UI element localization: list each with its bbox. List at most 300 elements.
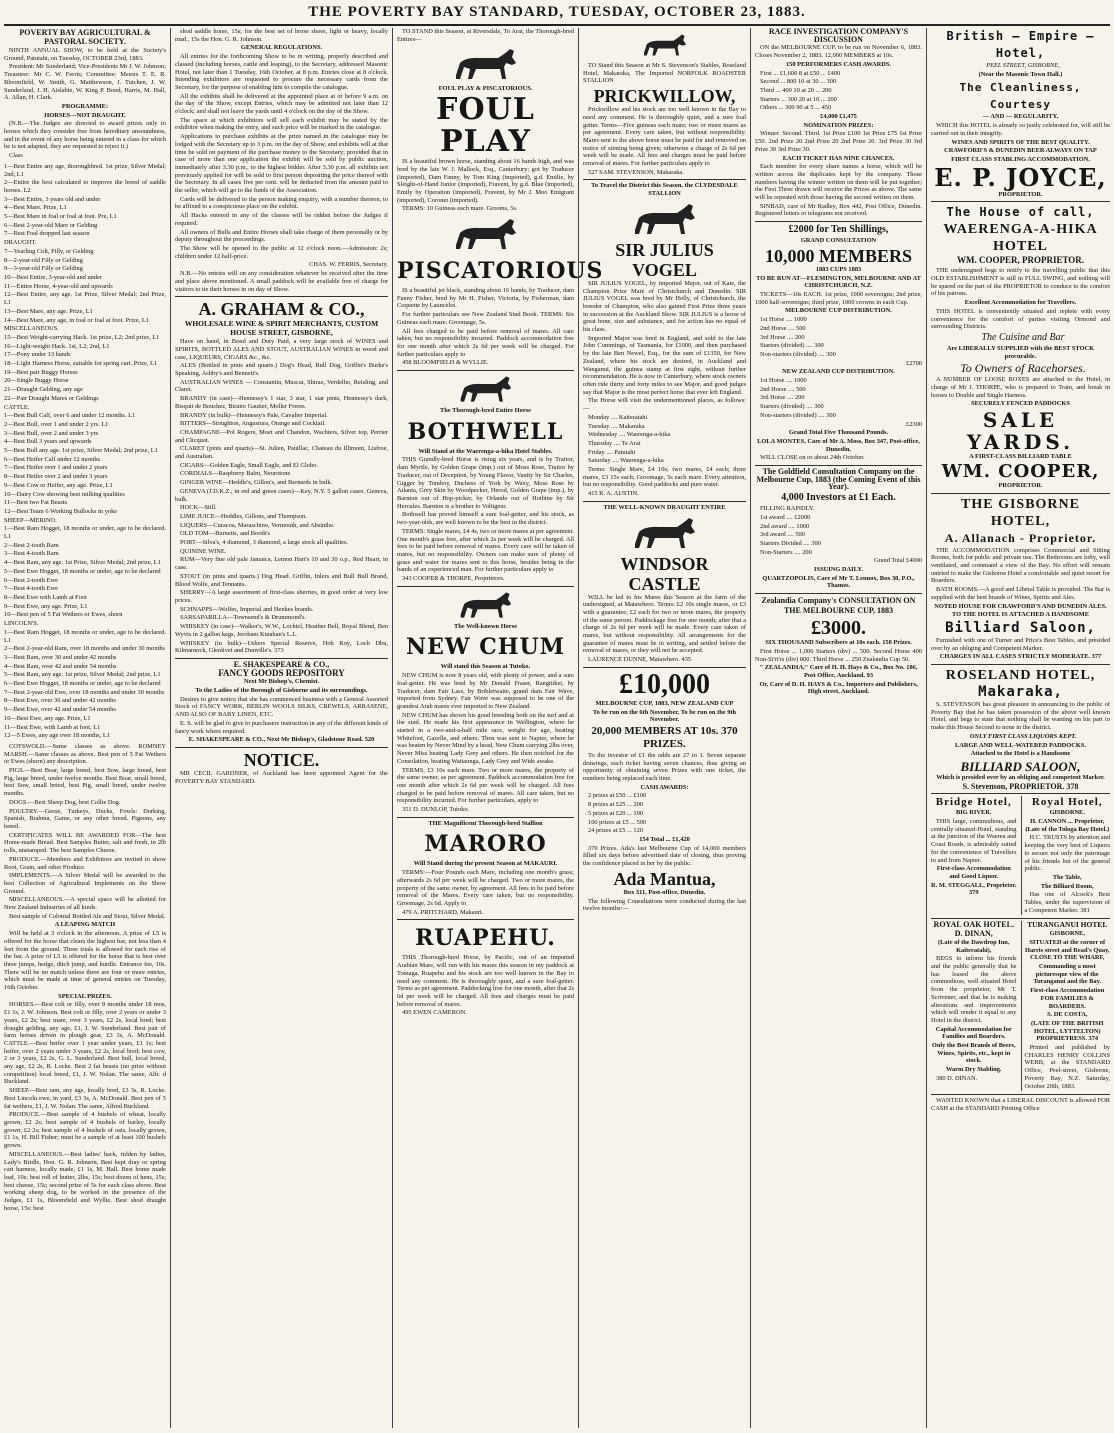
mel-distribution [755, 316, 922, 359]
billiard-saloon: Billiard Saloon, [945, 619, 1096, 636]
schedule-row: Wednesday .... Waerenga-a-hika [588, 431, 671, 439]
gc-row: Non-Starters .... 200 [760, 548, 812, 556]
convenient: THIS HOTEL is conveniently situated and replete with every convenience for the comfort of parties visiting Ormond and surrounding Districts. [931, 307, 1110, 331]
graham-intro: Have on hand, in Bond and Duty Paid, a very large stock of WINES and SPIRITS, BOTTLED ALES AND STOUT, AUSTRALIAN WINES in wood and case, LIQUEURS, CIGARS &c., &c. [175, 338, 388, 361]
show-class-entry: 3—Best Entire, 3 years old and under [4, 195, 101, 203]
wine-items-list [175, 362, 388, 655]
foul-play: FOUL PLAY [436, 92, 535, 160]
wine-item: OLD TOM—Burnetts, and Booth's [180, 530, 271, 538]
perf-heading: 150 PERFORMERS CASH AWARDS. [785, 60, 892, 68]
windsor-sign: LAURENCE DUNNE, Matawhero. 435 [588, 656, 692, 664]
bothwell-terms: TERMS: Single mares, £4 4s, two or more mares at per agreement. One month's grass free, after which 2s per week will be charged. All fees to be paid before removal of mares. Every care will be taken of mares, but no responsibility. Owners can make sure of plenty of grass and water for mares sent to this horse, besides being in the hands of an experienced man. For further particulars apply to [397, 527, 574, 574]
perf-row: Second ... 800 10 at 30 ... 300 [760, 78, 837, 86]
ada-sub: Box 311, Post-office, Dunedin. [623, 888, 706, 896]
costa-late: (LATE OF THE BRITISH HOTEL, LYTTELTON) PROPRIETRESS. 374 [1030, 1019, 1104, 1043]
divider [583, 501, 746, 502]
pisc-terms: For further particulars see New Zealand Stud Book. TERMS: Six Guineas each mare. Groomage, 5s. [397, 311, 574, 326]
column-2 [170, 28, 392, 1428]
column-3 [392, 28, 604, 1428]
show-class-entry: 15—Best Weight-carrying Hack. 1st prize, L2; 2nd prize, L1 [4, 333, 160, 341]
divider [397, 586, 574, 587]
attached2: Attached to the Hotel is a Handsome [970, 750, 1071, 758]
joyce-proprietor: PROPRIETOR. [998, 190, 1043, 198]
wine-item: HOCK—Still. [180, 504, 217, 512]
royal-hotel-ad [1021, 796, 1111, 915]
cash-row: 24 prizes at £5 ... 120 [588, 827, 644, 835]
show-class-entry: 5—Best Mare in foal or foal at foot. Pre, L1 [4, 213, 117, 221]
capital: Capital Accommodation for Families and Boarders. [935, 1025, 1012, 1041]
show-class-entry: CATTLE. [4, 403, 30, 411]
show-class-entry: 6—Best 2-year-old Mare or Gelding [4, 221, 98, 229]
mel-row: 2nd Horse .... 500 [760, 324, 806, 332]
show-class-entry: 5—Best Bull any age. 1st prize, Silver Medal; 2nd prize, L1 [4, 447, 158, 455]
royal-gisborne: GISBORNE. [1049, 809, 1085, 817]
ruapehu-body: THIS Thorough-bred Horse, by Pacific, out of an imported Arabian Mare, will run with his mares this season in my paddock at Tomaga. Ruapehu and his stock are too well known in the Bay to need any comment. He is thoroughly quiet, and a sure foal-getter. Terms as per agreement. Paddocking free for one month, after that 2s 6d per week will be charged. All fees and charges must be paid before removal of mares. [397, 954, 574, 1008]
horse-illustration [637, 30, 693, 60]
mc-head: MELBOURNE CUP, 1883, NEW ZEALAND CUP [595, 699, 734, 707]
divider [931, 1094, 1110, 1095]
mel-row: 1st Horse .... 1000 [760, 316, 807, 324]
show-class-entry: 1—Best Ram Hogget, 18 months or under, age to be declared. L1 [4, 628, 166, 644]
gisborne-hotel: THE GISBORNE HOTEL, [961, 496, 1080, 529]
sjv-body2: Imported Major was bred in England, and sold to the late John Cummings, of Tasmania, for £1000, and then purchased by the late Ben Newel, Esq., for the sum of £1350, for New Zealand, where his stock are desired, in Auckland and Wanganui, the guinea stamp at first sight, without further recommendation. He is now in Canterbury, where stock owners often ride thirty and forty miles to see Major, and good judges say that Major is the most perfect horse that ever left England. [583, 334, 746, 396]
wine-item: RUM—Very fine old pale Jamaica, Lemon Hart's 10 and 30 o.p., Red Heart, in case. [175, 556, 388, 572]
show-class-entry: 4—Best Ram, over 42 and under 54 months [4, 662, 117, 670]
regulation-item: Cards will be delivered to the person making enquiry, with a number thereon, to be affixed to a conspicuous place on the exhibit. [175, 195, 388, 211]
nz-row: 2nd Horse .... 500 [760, 385, 806, 393]
show-class-entry: 4—Best Bull 3 years and upwards [4, 438, 92, 446]
new-chum-body2: NEW CHUM has shown his good breeding both on the turf and at the stud. He made his first appearance in Wellington, where he started in a two-and-a-half mile race, weight for age, beating Whitefoot, Gazelle, and others. Then was sent to Napier, where he was beaten by Never Mind by a head, New Chum carrying 2lbs over, Never Miss beating Lady Grey and others. He then notched for the Consolation, beating Waitaunga, Lady Grey and Wide awake. [397, 711, 574, 765]
bothwell: BOTHWELL [407, 418, 564, 445]
divider [755, 593, 922, 594]
cannon: H. CANNON ... Proprietor, (Late of the Tologa Bay Hotel.) [1025, 818, 1110, 833]
show-class-entry: 6—Best 2-tooth Ewe [4, 576, 58, 584]
stabling: FIRST CLASS STABLING ACCOMMODATION. [951, 155, 1090, 163]
poultry: POULTRY.—Geese, Turkeys, Ducks, Fowls: Dorking, Spanish, Brahma, Game, or any other breed. Pigeons, any breed. [4, 807, 166, 830]
show-class-entry: 2—Best 2-year-old Ram, over 18 months and under 30 months [4, 645, 166, 653]
show-class-entry: 1—Best Entire any age, thoroughbred. 1st prize, Silver Medal; 2nd, L1 [4, 162, 166, 178]
horse-illustration [446, 215, 526, 253]
sale-yards: SALE YARDS. [966, 408, 1075, 455]
dinan: D. DINAN, [954, 929, 993, 939]
tur-situated: SITUATED at the corner of Harris street and Read's Quay, CLOSE TO THE WHARF, [1024, 938, 1110, 962]
quartzopolis: QUARTZOPOLIS, Care of Mr T. Lennox, Box 30, P.O., Thames. [762, 574, 915, 590]
big-river: BIG RIVER. [955, 809, 992, 817]
horses-heading: HORSES—NOT DRAUGHT. [44, 111, 126, 119]
gc-row: Starters Divided .... 300 [760, 539, 821, 547]
misc2: MISCELLANEOUS.—Best ladies' hack, ridden by ladies, Lady's Bridle, Hon. G. R. Johnson. Best kept dray or spring cart harness, locally made, £1 1s, M. Hall. Best home made loaf, 10s; best roll of butter, 2lbs, 15s; best dozen of hens, 15s; best cheese, 15s; second prize of 5s for each class above. Best working sheep dog, to be worked in the presence of the Judges, £1 1s, Bloomfield and Wyllie. Best shod draught horse, 15s: best [4, 1150, 166, 1212]
wine-item: PORT—Silva's, 4 diamond, 3 diamond, a large stock all qualities. [180, 539, 349, 547]
show-class-entry: 11—Entire Horse, 4-year-old and upwards [4, 282, 113, 290]
makaraka: Makaraka, [978, 684, 1063, 701]
show-class-entry: 9—Best Cow or Heifer, any age. Prize, L1 [4, 481, 113, 489]
wm-cooper-big: WM. COOPER, [941, 460, 1100, 482]
regulation-item: The Show will be opened to the public at 12 o'clock noon.—Admission: 2s; children under 12 half-price. [175, 244, 388, 260]
divider [931, 793, 1110, 794]
divider [931, 201, 1110, 202]
notice-heading: NOTICE. [243, 749, 320, 770]
clydesdale-head: To Travel the District this Season, the CLYDESDALE STALLION [591, 182, 738, 198]
show-class-entry: 8—Best Heifer over 2 and under 3 years [4, 473, 108, 481]
implements: IMPLEMENTS.—A Silver Medal will be awarded to the best Collection of Agricultural Implements on the Show Ground. [4, 872, 166, 895]
liquors: ONLY FIRST CLASS LIQUORS KEPT. [969, 732, 1077, 740]
show-class-entry: 8—Best Ewe with Lamb at Foot [4, 594, 87, 601]
stand-notice: TO STAND this Season, at Riversdale, To Arai, the Thorough-bred Entires— [397, 28, 574, 43]
cont-text: shod saddle horse, 15s; for the best set of horse shoes, light or heavy, locally mad., 15s the Hon. G. R. Johnson. [175, 28, 388, 43]
cash-heading: CASH AWARDS: [640, 783, 689, 791]
owners-racehorses: To Owners of Racehorses. [960, 361, 1086, 376]
show-class-entry: 2—Best 2-tooth Ram [4, 541, 59, 549]
new-chum-head: The Well-known Horse [453, 622, 518, 630]
mel-row: Starters (divided) .... 300 [760, 342, 824, 350]
new-chum-sub: Will stand this Season at Tutoko. [440, 663, 531, 671]
schedule-row: Thursday .... Te Arai [588, 439, 641, 447]
divider [583, 667, 746, 668]
ruapehu: RUAPEHU. [415, 925, 556, 952]
cotswold: COTSWOLD.—Same classes as above. ROMNEY MARSH.—Same classes as above. Best pen of 5 Fat Wethers or Ewes (shorn) any description. [4, 742, 166, 766]
gc-total: Grand Total £4000 [873, 557, 922, 565]
show-class-entry: 10—Best Ewe, any age. Prize, L1 [4, 714, 91, 722]
house-of-call: The House of call, [946, 205, 1095, 220]
cash-list [583, 792, 746, 835]
horse-illustration [625, 200, 705, 238]
maroro-sub: Will Stand during the present Season at MAKAURI. [413, 860, 558, 868]
nz-distribution [755, 377, 922, 420]
issuing: ISSUING DAILY. [814, 566, 863, 574]
bothwell-sign: 343 COOPER & THORPE, Proprietors. [402, 575, 505, 583]
show-class-entry: 5—Best Ewe Hogget, 18 months or under, age to be declared [4, 567, 161, 575]
show-class-entry: 12—Best Team 6 Working Bullocks in yoke [4, 507, 118, 515]
bath-rooms: BATH ROOMS.—A good and Liberal Table is provided. The Bar is supplied with the best brands of Wines, Spirits and Ales. [931, 586, 1110, 601]
members: 20,000 MEMBERS AT 10s. 370 PRIZES. [591, 724, 738, 750]
presided: Which is presided over by an obliging and competent Marker. [936, 773, 1105, 781]
wine-item: SHERRY—A large assortment of first-class sherries, in good order at very low prices. [175, 589, 388, 604]
wine-item: BRANDY (in bulk)—Hennessy's Pale, Cavalier Imperial. [180, 411, 328, 419]
notice-body: MR CECIL GARDNER, of Auckland has been appointed Agent for the POVERTY BAY STANDARD. [175, 769, 388, 785]
nz-row: 3rd Horse .... 200 [760, 394, 805, 402]
filling-rapidly: FILLING RAPIDLY. [760, 505, 815, 513]
graham-sub: WHOLESALE WINE & SPIRIT MERCHANTS, CUSTOM HOUSE STREET, GISBORNE, [184, 319, 379, 338]
zealandia-address: " ZEALANDIA," Care of H. H. Hays & Co., Box No. 186, Post Office, Auckland. 93 [759, 664, 918, 679]
divider [931, 664, 1110, 665]
schedule-list [583, 414, 746, 465]
gc-row: 2nd award .... 1000 [760, 522, 810, 530]
windsor-head: THE WELL-KNOWN DRAUGHT ENTIRE [603, 503, 726, 511]
leaping: Will be held at 3 o'clock in the afternoon. A prize of L5 is offered for the horse that clears the highest bar, not less than 4 feet from the ground. Three trials is allowed for each rise of the bar. A prize of L5 is offered for the horse that is best over three jumps, hedge, ditch jump, and hurdle. Entrance fee, 10s. There will be no match unless there are four or more entries, which must be made at time of general entries on Tuesday, 16th October. [4, 930, 166, 992]
perf-row: Third ... 400 10 at 20 ... 200 [760, 86, 832, 94]
divider [583, 179, 746, 180]
only-best: Only the Best Brands of Beers, Wines, Spirits, etc., kept in stock. [931, 1042, 1016, 1065]
show-class-entry: 4—Best Mare. Prize, L1 [4, 204, 67, 212]
show-class-entry: 7—Best Heifer over 1 and under 2 years [4, 464, 108, 472]
crawford: CRAWFORD'S & DUNEDIN BEER ALWAYS ON TAP [944, 147, 1097, 155]
de-costa: S. DE COSTA, [1047, 1011, 1088, 1019]
fancy-sign: E. SHAKESPEARE & CO., Next Mr Bishop's, Gladstone Road. 520 [188, 736, 375, 744]
maroro-body: TERMS:—Four Pounds each Mare, including one month's grass; afterwards 2s 6d per week will be charged. Two or more mares, the property of the same owner, by agreement. All fees to be paid before removal of the Mares. Every care taken, but no responsibility. Groomage, 2s 6d. Apply to [397, 869, 574, 907]
mc-sub: To be run on the 6th November, To be run on the 9th November. [592, 708, 737, 724]
sir-julius-vogel: SIR JULIUS VOGEL [615, 239, 714, 280]
show-class-entry: 20—Single Buggy Horse [4, 377, 69, 385]
billiard-table: A FIRST-CLASS BILLIARD TABLE [969, 453, 1072, 461]
fancy-body2: E. S. will be glad to give to purchasers instruction in any of the different kinds of fancy work where required. [175, 719, 388, 735]
bridge-hotel: Bridge Hotel, [935, 796, 1012, 809]
bridge-first: First-class Accommodation and Good Liquor. [936, 865, 1011, 880]
allanach: A. Allanach - Proprietor. [944, 530, 1097, 545]
column-6 [926, 28, 1114, 1428]
cash-row: 100 prizes at £5 ... 500 [588, 818, 647, 826]
regulations-heading: GENERAL REGULATIONS. [240, 44, 323, 52]
show-class-entry: 13—Best Mare, any age. Prize, L1 [4, 307, 93, 315]
graham-name: A. GRAHAM & CO., [198, 299, 365, 320]
column-1 [0, 28, 170, 1428]
show-class-entry: 3—Best Ram, over 30 and under 42 months [4, 653, 117, 661]
fp-body: IS a beautiful brown horse, standing about 16 hands high, and was bred by the late W. J. Mallock, Esq., Canterbury; got by Traducer (imported), Dam Fanny, by Tom King (imported), g.d. Emilie, by Sleight-of-Hand Junior (imported), Fravent, by g.d. Blue (imported), Emily by Operation (imported), Fravent, by Mr J. Moo Emigrant (imported), Coronet (imported). [397, 158, 574, 204]
show-class-entry: 12—Best Entire, any age. 1st Prize, Silver Medal; 2nd Prize, L1 [4, 291, 166, 307]
grand-consultation: GRAND CONSULTATION [800, 237, 877, 245]
show-class-entry: LINCOLN'S. [4, 620, 39, 628]
nz-row: Starters (divided) .... 300 [760, 403, 824, 411]
divider [175, 747, 388, 748]
nz-row: Non-starters (divided) .... 300 [760, 411, 836, 419]
perf-row: First ... £1,600 8 at £50 ... £400 [760, 69, 841, 77]
billiard-room: The Billiard Room, [1040, 882, 1094, 890]
windsor-castle: WINDSOR CASTLE [620, 553, 709, 594]
wine-item: CLARET (pints and quarts)—St. Julien, Pauillac, Chateau du Illimont, Lisfroe, and Australian. [175, 445, 388, 461]
hc-trusts: H.C. TRUSTS by attention and keeping the very best of Liquors to secure not only the patronage of his friends but of the general public. [1024, 834, 1110, 873]
regularity: — AND — REGULARITY, [982, 113, 1059, 121]
large-paddocks: LARGE AND WELL-WATERED PADDOCKS. [954, 741, 1087, 749]
wine-item: SCHNAPPS—Wolfes, Imperial and Henkes brands. [180, 605, 314, 613]
maroro-sign: 479 A. PRITCHARD, Makauri. [402, 908, 484, 916]
liberally: Are LIBERALLY SUPPLIED with the BEST STOCK procurable. [946, 344, 1095, 360]
sjv-body: SIR JULIUS VOGEL, by imported Major, out of Kate, the Champion Prize Mare of Christchurch and Dunedin. SIR JULIUS VOGEL was bred by Mr Holly, of Christchurch, the breeder of Champion, who also gained First Prize three years in succession at the Auckland Show. SIR JULIUS is a horse of great bone, size and substance, and for action has no equal of his class. [583, 279, 746, 334]
column-4 [578, 28, 750, 1428]
horse-illustration [451, 589, 521, 621]
sjv-body3: The Horse will visit the undermentioned places, as follows:— [583, 397, 746, 413]
noted-house: NOTED HOUSE FOR CRAWFORD'S AND DUNEDIN ALES. [934, 602, 1107, 610]
show-class-entry: 8—Best Ewe, over 30 and under 42 months [4, 697, 116, 705]
cooper-body: THE undersigned begs to notify to the travelling public that this OLD ESTABLISHMENT is still in FULL SWING, and nothing will be spared on the part of the PROPRIETOR to conduce to the comfort of his patrons. [931, 267, 1110, 298]
divider [397, 817, 574, 818]
steggall: R. M. STEGGALL, Proprietor. 379 [931, 881, 1017, 897]
certificates: CERTIFICATES WILL BE AWARDED FOR—The best Home-made Bread. Best Samples Butter, salt and fresh, in 2lb rolls, unstamped. The best Samples Cheese. [4, 831, 166, 855]
divider [397, 919, 574, 920]
near-masonic: (Near the Masonic Town Hall.) [978, 70, 1063, 78]
piscatorious: PISCATORIOUS [397, 258, 604, 285]
show-notice: NINTH ANNUAL SHOW, to be held at the Society's Ground, Patutahi, on Tuesday, OCTOBER 23rd, 1883. [4, 47, 166, 62]
society-title: POVERTY BAY AGRICULTURAL & PASTORAL SOCIETY. [19, 28, 151, 46]
show-class-entry: 16—Light-weight Hack. 1st, L2; 2nd, L1 [4, 342, 110, 350]
ep-joyce: E. P. JOYCE, [934, 162, 1107, 192]
pigs: PIGS.—Best Boar, large breed, best Sow, large breed, best Pig, large breed, under twelve months. Best Boar, small breed, best Sow, small breed, best Pig, small breed, under twelve months. [4, 767, 166, 798]
divider [175, 296, 388, 297]
royal-hotel: Royal Hotel, [1031, 796, 1103, 809]
turanganui-ad [1021, 921, 1111, 1091]
divider [931, 493, 1110, 494]
maroro-head: THE Magnificent Thorough-bred Stallion [428, 819, 543, 827]
regulation-item: All Hacks entered in any of the classes will be ridden before the Judges if required. [175, 212, 388, 227]
perf-row: Starters ... 300 20 at 10 ... 200 [760, 95, 837, 103]
show-class-entry: 10—Best pen of 5 Fat Wethers or Ewes, shorn [4, 611, 123, 619]
wine-item: AUSTRALIAN WINES — Constantia, Muscat, Shiraz, Verdelho, Reisling, and Claret. [175, 378, 388, 394]
pisc-sign: 458 BLOOMFIELD & WYLLIE. [402, 359, 489, 367]
gc-row: 1st award .... £2000 [760, 513, 811, 521]
bridge-hotel-ad [931, 796, 1017, 915]
show-class-entry: 9—Best Ewe, any age. Prize, L1 [4, 602, 88, 610]
show-class-entry: 1—Best Bull Calf, over 6 and under 12 months. L1 [4, 412, 136, 420]
special-heading: SPECIAL PRIZES. [58, 992, 112, 1000]
prickwillow-notice: TO Stand this Season at Mr S. Stevenson's Stables, Roseland Hotel, Makaraka, The Imported NORFOLK ROADSTER STALLION [583, 62, 746, 85]
roseland: ROSELAND HOTEL, [945, 668, 1096, 684]
wine-item: CIGARS—Golden Eagle, Small Eagle, and El Globo. [180, 461, 318, 469]
nz-total: £2300 [906, 420, 922, 428]
regulation-item: All entries for the forthcoming Show to be in writing, properly described and classed (including horses, cattle and leaping), to the Secretary, addressed Masonic Hotel, not later than 1 Tuesday, 16th October, at 8 p.m. Entries close at 8 o'clock. Intending exhibitors are requested to procure the necessary cards from the Secretary, for the purpose of enabling him to compile the catalogue. [175, 53, 388, 91]
mel-row: Non-starters (divided) .... 300 [760, 350, 836, 358]
ada-body: The following Consultations were conducted during the last twelve months:— [583, 897, 746, 913]
special: HORSES.—Best colt or filly, over 9 months under 18 mos, £1 1s, J. W. Johnson. Best colt or filly, over 2 years or under 3 years, £2 2s; best mare, over 3 years, £2 2s, local bred; best draught gelding, any age, £1, J. W. Sunderland. Best pair of farm horses driven in plough gear, £3 3s, A. McDonald. CATTLE.—Best heifer over 1 year under years, £1 1s; best heifer, over 2 years under 3 years, £2 2s, local bred; best cow, 2 or 3 years, £2 2s, G. L. Sunderland. Best bull, local breed, any age, £2 2s, R. Locke. Best 2 fat beasts (no prize without competition) local breed, £1, J. W. Nolan. The same, Alfr. d Buckland. [4, 1001, 166, 1086]
mel-total: £2700 [906, 359, 922, 367]
show-class-entry: 8—2-year-old Filly or Gelding [4, 256, 83, 264]
wine-item: STOUT (in pints and quarts.) Dog Head. Griffin, Inlers and Bull Bull Brand, Blood Wolfe, and Tennants. [175, 572, 388, 588]
tur-first: First-class Accommodation FOR FAMILIES & BOARDERS. [1030, 987, 1105, 1010]
regulation-item: All owners of Bulls and Entire Horses shall take charge of them personally or by deputy throughout the proceedings. [175, 228, 388, 244]
billiard-saloon-2: BILLIARD SALOON, [960, 758, 1081, 774]
cups-1883: 1883 CUPS 1883 [815, 265, 862, 273]
sinbad: SINBAD, care of Mr Radley, Box 442, Post Office, Dunedin. Registered letters or telegrams not received. [755, 202, 922, 218]
fancy-body: Desires to give notice that she has commenced business with a General Assorted Stock of FANCY WORK, BERLIN WOOLS SILKS, CREWELS, ARRASENE, AND ALSO OF BABY LINEN, ETC. [175, 695, 388, 719]
cleanliness: The Cleanliness, Courtesy [959, 81, 1082, 112]
show-class-entry: 3—Best 4-tooth Ram [4, 550, 59, 558]
show-class-entry: 9—3-year-old Filly or Gelding [4, 265, 83, 273]
shakespeare-name: E. SHAKESPEARE & CO., [233, 659, 330, 669]
regulations-list [175, 53, 388, 260]
maroro: MARORO [424, 831, 547, 858]
fp-title: FOUL PLAY & PISCATORIOUS. [438, 85, 533, 93]
show-class-entry: 1—Best Ram Hogget, 18 months or under, age to be declared. L1 [4, 525, 166, 541]
ruapehu-sign: 495 EWEN CAMERON. [402, 1009, 467, 1017]
show-class-entry: 14—Best Mare, any age, in foal or foal at foot. Prize, L1 [4, 316, 149, 324]
race-heading: RACE INVESTIGATION COMPANY'S DISCUSSION [768, 27, 909, 44]
royal-oak: ROYAL OAK HOTEL. [933, 920, 1014, 930]
windsor-body: WILL be led to his Mares this Season at the farm of the undersigned, at Matawhero. Terms: £2 10s single mares, or £3 with a guarantee; £2 each for two or more mares, the property of the same person. Paddockage free for one month; after that a charge of 2s 6d per week will be made. Every care taken of mares, but without responsibility. All arrangements for the guarantee of mares must be in writing, and settled before the removal of mares, or they will not be accepted. [583, 593, 746, 655]
show-class-entry: 7—Yearling Colt, Filly, or Gelding [4, 247, 94, 255]
masthead-rule [4, 24, 1110, 26]
bothwell-sub: Will Stand at the Waerenga-a-hika Hotel Stables. [418, 447, 553, 455]
waerenga-hotel: WAERENGA-A-HIKA HOTEL [943, 222, 1098, 255]
attached: TO THE HOTEL IS ATTACHED A HANDSOME [952, 611, 1089, 619]
perf-list [755, 70, 922, 113]
show-class-entry: SHEEP—MERINO. [4, 516, 57, 524]
two-thousand: £2000 for Ten Shillings, [788, 224, 889, 236]
bothwell-head: The Thorough-bred Entire Horse [440, 407, 531, 415]
show-class-entry: 9—Best Ewe, over 42 and under 54 months [4, 706, 116, 714]
show-classes-list [4, 163, 166, 740]
column-5 [750, 28, 926, 1428]
bothwell-body2: Bothwell has proved himself a sure foal-getter, and his stock, as two-year-olds, are well known to be the best in the district. [397, 511, 574, 527]
divider [397, 370, 574, 371]
nom-heading: NOMINATION PRIZES: [803, 121, 874, 129]
sjv-sign: 415 R. A. AUSTIN. [588, 490, 639, 498]
billiard-room-body: Has one of Alcock's Best Tables, under the supervision of a Competent Marker. 381 [1024, 891, 1110, 914]
masthead: THE POVERTY BAY STANDARD, TUESDAY, OCTOBER 23, 1883. [308, 4, 806, 20]
wine-item: WHISKEY (in case)—Walker's, W.W., Lochiel, Heather Bell, Royal Blend, Ben Wyvis in 2 gallon kegs, Jerobam Kinahan's L.L. [175, 623, 388, 638]
show-class-entry: DRAUGHT. [4, 239, 37, 247]
cash-row: 8 prizes at £25 ... 200 [588, 801, 644, 809]
show-class-entry: 21—Draught Gelding, any age [4, 386, 83, 394]
ada-mantua: Ada Mantua, [613, 868, 716, 889]
excellent: Excellent Accommodation for Travellers. [964, 299, 1077, 307]
bridge-body: THIS large, commodious, and centrally situated-Hotel, standing at the junction of the Waerea and Coast Roads, is admirably suited for the convenience of Travellers to and from Napier. [931, 818, 1017, 864]
lola-body: Each member for every share names a horse, which will be written across the duplicates kept by the company. Those numbers having the winner written on them will be put together; the First Three drawn will receive the Prizes as above. The same will be repeated with those having the second written on them. [755, 163, 922, 202]
show-class-entry: MISCELLANEOUS. [4, 325, 59, 333]
pisc-body: IS a beautiful jet black, standing about 16 hands, by Traducer, dam Fanny Fisher, bred by Mr H. Fisher, Victoria, by Fisherman, dam Coquette by Launcelot. [397, 287, 574, 310]
show-class-entry: 2—Entire the best calculated to improve the breed of saddle horses. L2 [4, 179, 166, 194]
cuisine: The Cuisine and Bar [981, 331, 1065, 343]
pisc-body2: All fees charged to be paid before removal of mares. All care taken, but no responsibility incurred. Paddock accommodation free for one month after which 2s 6d per week will be charged. For further particulars apply to [397, 327, 574, 358]
four-thousand: 4,000 Investors at £1 Each. [781, 492, 896, 504]
show-class-entry: 3—Best Bull, over 2 and under 3 yrs [4, 429, 99, 437]
show-class-entry: 6—Best Heifer Calf under 12 months [4, 455, 101, 463]
fancy-to: To the Ladies of the Borough of Gisborne and its surroundings. [195, 687, 368, 695]
show-class-entry: 7—Best 4-tooth Ewe [4, 585, 58, 593]
cash-note: 370 Prizes. Ada's last Melbourne Cup of 14,000 members filled six days before advertised date of closing, thus proving the confidence placed in her by the public. [583, 844, 746, 868]
nz-row: 1st Horse .... 1000 [760, 377, 807, 385]
perf-total: £4,000 £1,475 [820, 113, 857, 121]
show-class-entry: 18—Light Harness Horse, suitable for spring cart. Prize, L1 [4, 360, 158, 368]
run-tickets: TICKETS—10s EACH. 1st prize, 1000 sovereigns; 2nd prize, 1000 half-sovereigns; third prize, 1000 crowns in each Cup. [755, 290, 922, 306]
wine-item: CORDIALS—Raspberry Balm, Neurotone [180, 470, 291, 478]
dogs: DOGS.—Best Sheep Dog, best Collie Dog. [9, 798, 121, 806]
schedule-row: Monday .... Kaiteratahi [588, 413, 648, 421]
fancy-sub: Next Mr Bishop's, Chemist. [243, 678, 320, 686]
sheep: SHEEP.—Best ram, any age, locally bred, £3 3s, R. Locke. Best Lincoln ewe, in yard, £3 3s, A. McDonald. Best pen of 5 fat wethers, £1, J. W. Nolan. The same, Alfred Buckland. [4, 1087, 166, 1110]
leaping-heading: A LEAPING MATCH [54, 921, 116, 929]
cash-row: 5 prizes at £20 ... 100 [588, 809, 644, 817]
secretary: CHAS. W. FERRIS, Secretary. [309, 261, 388, 269]
show-class-entry: 19—Best pair Buggy Horses [4, 368, 78, 376]
ten-thousand-members: 10,000 MEMBERS [764, 245, 912, 266]
regulation-item: The space at which exhibitors will sell each exhibit may be stated by the exhibitor when making the entry, and such price will be marked in the catalogue. [175, 116, 388, 132]
wines-spirits: WINES AND SPIRITS OF THE BEST QUALITY. [951, 138, 1090, 146]
show-class-entry: 10—Dairy Cow showing best milking qualities [4, 490, 125, 498]
dinan-body: BEGS to inform his friends and the public generally that he has leased the above commodious, well situated Hotel from the proprietor, Mr T. Scrivener, and that he is making alterations and improvements which will render it equal to any Hotel in the district. [931, 955, 1017, 1024]
six-thousand: SIX THOUSAND Subscribers at 10s each. 150 Prizes. [765, 639, 912, 647]
which-hotel: WHICH this HOTEL is already so justly celebrated for, will still be carried out in their integrity. [931, 122, 1110, 137]
table: The Table, [1052, 873, 1082, 881]
royal-oak-ad [931, 921, 1017, 1091]
printed: Printed and published by CHARLES HENRY COLLINS WEBB, at the STANDARD Office, Peel-street, Gisborne, Poverty Bay, N.Z. Saturday, October 20th, 1883. [1024, 1044, 1110, 1090]
show-class-entry: 5—Best Ram, any age. 1st prize, Silver Medal; 2nd prize, L1 [4, 671, 161, 679]
show-class-entry: 7—Best Foal dropped last season [4, 230, 90, 238]
loose-boxes: A NUMBER OF LOOSE BOXES are attached to the Hotel, in charge of Mr J. THORPE, who is prepared to Train, and break in horses to Double and Single Harness. [931, 376, 1110, 399]
schedule-row: Saturday .... Waerenga-a-hika [588, 457, 664, 465]
race-sub: ON the MELBOURNE CUP, to be run on November 6, 1883. Closes November 2, 1883. 12,000 MEMBERS at 10s. [755, 44, 922, 60]
grand-total: Grand Total Five Thousand Pounds. [788, 429, 889, 437]
wm-cooper: WM. COOPER, PROPRIETOR. [956, 255, 1085, 266]
rose-body: S. STEVENSON has great pleasure in announcing to the public of Poverty Bay that he has taken possession of the above well known Hotel, and begs to state that nothing shall be wanting on his part to make this House Second to none in the district. [931, 701, 1110, 732]
prickwillow-sign: 527 SAM. STEVENSON, Makaraka. [588, 168, 684, 176]
cash-total: 154 Total ... £1,420 [639, 836, 690, 843]
charges: CHARGES IN ALL CASES STRICTLY MODERATE. 377 [939, 653, 1102, 661]
tur-gisborne: GISBORNE, [1049, 930, 1085, 938]
divider [755, 221, 922, 222]
wine-item: LIME JUICE—Heddles, Gillons, and Thompson. [180, 512, 307, 520]
commanding: Commanding a most picturesque view of the Turanganui and the Bay. [1033, 963, 1102, 986]
divider [931, 918, 1110, 919]
schedule-row: Friday .... Patutahi [588, 448, 636, 456]
officers: President: Mr Sunderland; Vice-Presidents Mr J. W. Johnson; Treasurer: Mr C. W. Ferris; Committee: Messrs T. E. R. Bloomfield, W. Smith, G. Matthewson, J. Tutchen, J. W. Sunderland, J. H. Aislabie, W. King P. Bond, Harris, M. Hall, A. Allan, H. Clark. [4, 63, 166, 102]
show-class-entry: 7—Best 2-year-old Ewe, over 18 months and under 30 months [4, 688, 165, 696]
